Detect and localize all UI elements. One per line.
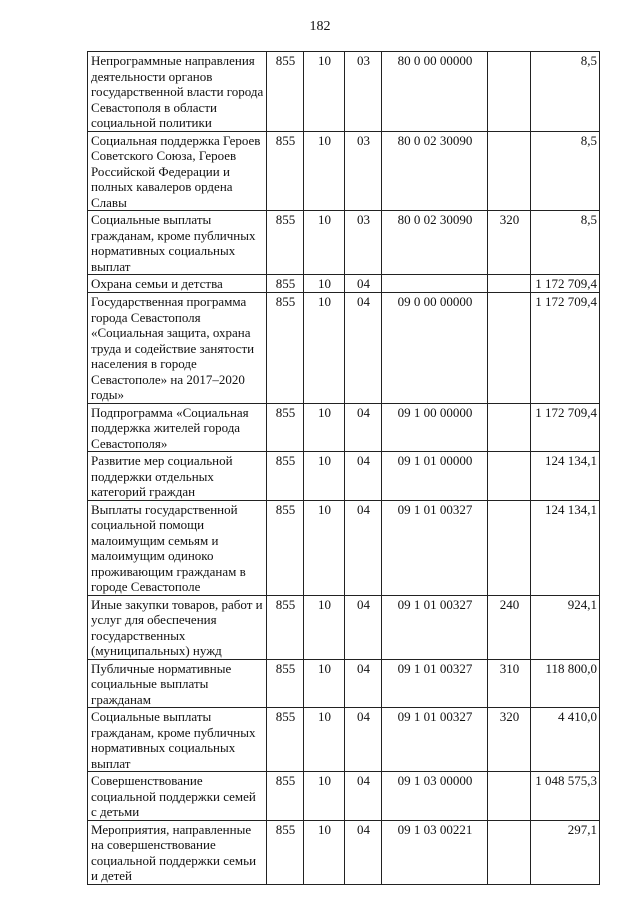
ministry-code: 855 [267, 275, 304, 293]
target-article-code: 09 1 03 00221 [382, 820, 488, 884]
subsection-code: 04 [345, 403, 382, 452]
row-name: Выплаты государственной социальной помощи малоимущим семьям и малоимущим одиноко проживающим гражданам в городе Севастополе [88, 500, 267, 595]
target-article-code: 09 1 01 00327 [382, 659, 488, 708]
expense-type-code [488, 452, 531, 501]
section-code: 10 [304, 500, 345, 595]
expense-type-code [488, 275, 531, 293]
amount: 124 134,1 [531, 452, 600, 501]
row-name: Непрограммные направления деятельности органов государственной власти города Севастополя в области социальной политики [88, 52, 267, 132]
subsection-code: 04 [345, 293, 382, 404]
row-name: Охрана семьи и детства [88, 275, 267, 293]
row-name: Подпрограмма «Социальная поддержка жителей города Севастополя» [88, 403, 267, 452]
target-article-code: 09 1 01 00000 [382, 452, 488, 501]
expense-type-code [488, 131, 531, 211]
amount: 1 048 575,3 [531, 772, 600, 821]
section-code: 10 [304, 820, 345, 884]
expense-type-code [488, 293, 531, 404]
amount: 1 172 709,4 [531, 275, 600, 293]
amount: 1 172 709,4 [531, 293, 600, 404]
ministry-code: 855 [267, 452, 304, 501]
expense-type-code: 320 [488, 708, 531, 772]
ministry-code: 855 [267, 659, 304, 708]
section-code: 10 [304, 211, 345, 275]
subsection-code: 04 [345, 595, 382, 659]
section-code: 10 [304, 772, 345, 821]
target-article-code: 09 0 00 00000 [382, 293, 488, 404]
subsection-code: 04 [345, 708, 382, 772]
target-article-code: 09 1 01 00327 [382, 500, 488, 595]
budget-table [87, 51, 600, 885]
ministry-code: 855 [267, 211, 304, 275]
section-code: 10 [304, 403, 345, 452]
amount: 118 800,0 [531, 659, 600, 708]
row-name: Социальные выплаты гражданам, кроме публичных нормативных социальных выплат [88, 708, 267, 772]
subsection-code: 04 [345, 820, 382, 884]
row-name: Публичные нормативные социальные выплаты гражданам [88, 659, 267, 708]
section-code: 10 [304, 293, 345, 404]
expense-type-code: 310 [488, 659, 531, 708]
expense-type-code [488, 772, 531, 821]
section-code: 10 [304, 708, 345, 772]
table-row [88, 659, 600, 708]
section-code: 10 [304, 131, 345, 211]
ministry-code: 855 [267, 500, 304, 595]
target-article-code: 09 1 01 00327 [382, 708, 488, 772]
amount: 8,5 [531, 131, 600, 211]
amount: 8,5 [531, 52, 600, 132]
subsection-code: 04 [345, 500, 382, 595]
table-row [88, 708, 600, 772]
table-row [88, 52, 600, 132]
expense-type-code: 240 [488, 595, 531, 659]
table-row [88, 275, 600, 293]
row-name: Государственная программа города Севастополя «Социальная защита, охрана труда и содействие занятости населения в городе Севастополе» на 2017–2020 годы» [88, 293, 267, 404]
expense-type-code [488, 500, 531, 595]
ministry-code: 855 [267, 708, 304, 772]
table-row [88, 820, 600, 884]
target-article-code: 80 0 00 00000 [382, 52, 488, 132]
section-code: 10 [304, 275, 345, 293]
amount: 1 172 709,4 [531, 403, 600, 452]
target-article-code: 80 0 02 30090 [382, 211, 488, 275]
table-row [88, 772, 600, 821]
target-article-code: 09 1 01 00327 [382, 595, 488, 659]
target-article-code [382, 275, 488, 293]
subsection-code: 03 [345, 52, 382, 132]
table-row [88, 500, 600, 595]
ministry-code: 855 [267, 772, 304, 821]
expense-type-code [488, 52, 531, 132]
ministry-code: 855 [267, 595, 304, 659]
table-row [88, 211, 600, 275]
amount: 124 134,1 [531, 500, 600, 595]
section-code: 10 [304, 659, 345, 708]
ministry-code: 855 [267, 820, 304, 884]
table-row [88, 595, 600, 659]
target-article-code: 09 1 00 00000 [382, 403, 488, 452]
amount: 4 410,0 [531, 708, 600, 772]
table-row [88, 403, 600, 452]
row-name: Мероприятия, направленные на совершенствование социальной поддержки семьи и детей [88, 820, 267, 884]
subsection-code: 03 [345, 131, 382, 211]
amount: 8,5 [531, 211, 600, 275]
target-article-code: 80 0 02 30090 [382, 131, 488, 211]
ministry-code: 855 [267, 293, 304, 404]
row-name: Социальная поддержка Героев Советского Союза, Героев Российской Федерации и полных кавалеров ордена Славы [88, 131, 267, 211]
row-name: Иные закупки товаров, работ и услуг для обеспечения государственных (муниципальных) нужд [88, 595, 267, 659]
table-row [88, 131, 600, 211]
subsection-code: 04 [345, 659, 382, 708]
expense-type-code [488, 820, 531, 884]
table-row [88, 293, 600, 404]
table-row [88, 452, 600, 501]
section-code: 10 [304, 595, 345, 659]
target-article-code: 09 1 03 00000 [382, 772, 488, 821]
subsection-code: 04 [345, 772, 382, 821]
amount: 924,1 [531, 595, 600, 659]
subsection-code: 03 [345, 211, 382, 275]
row-name: Совершенствование социальной поддержки семей с детьми [88, 772, 267, 821]
page-number: 182 [309, 19, 331, 34]
subsection-code: 04 [345, 452, 382, 501]
ministry-code: 855 [267, 131, 304, 211]
section-code: 10 [304, 52, 345, 132]
row-name: Социальные выплаты гражданам, кроме публичных нормативных социальных выплат [88, 211, 267, 275]
amount: 297,1 [531, 820, 600, 884]
ministry-code: 855 [267, 403, 304, 452]
section-code: 10 [304, 452, 345, 501]
ministry-code: 855 [267, 52, 304, 132]
subsection-code: 04 [345, 275, 382, 293]
expense-type-code [488, 403, 531, 452]
row-name: Развитие мер социальной поддержки отдельных категорий граждан [88, 452, 267, 501]
expense-type-code: 320 [488, 211, 531, 275]
